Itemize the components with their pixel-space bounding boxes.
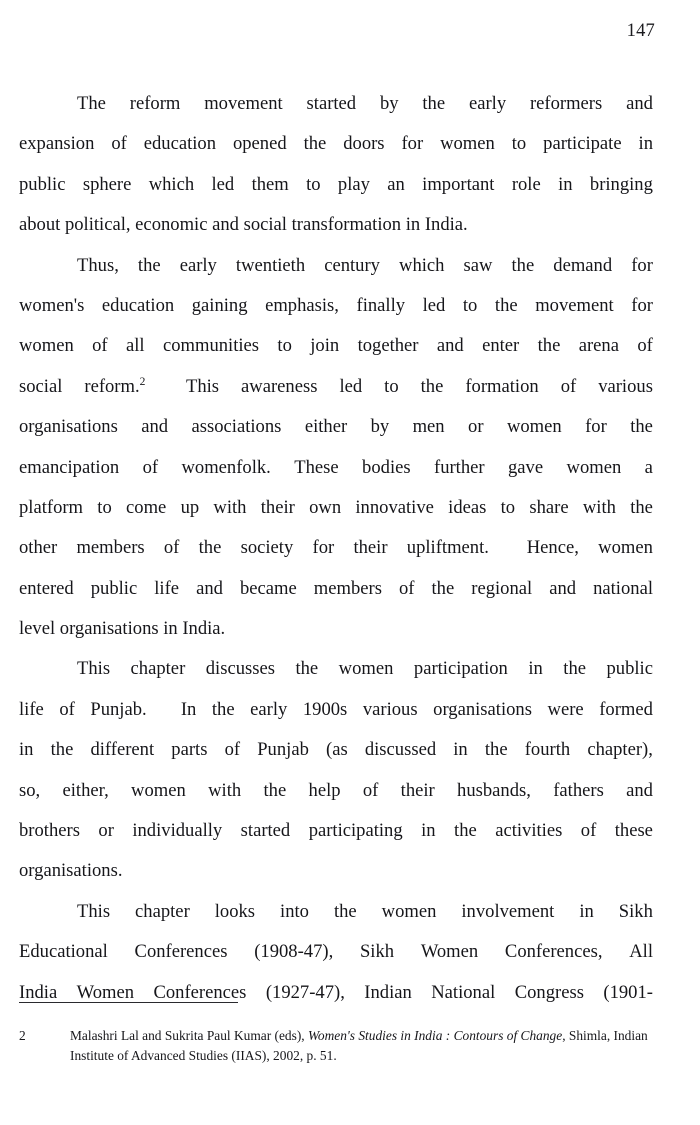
word: (1927-47), bbox=[265, 981, 345, 1003]
word: in bbox=[579, 900, 594, 922]
word: in bbox=[558, 173, 573, 195]
text-line bbox=[19, 528, 653, 568]
word: opened bbox=[232, 133, 287, 155]
word: of bbox=[398, 577, 415, 599]
word: which bbox=[399, 254, 445, 276]
word: to bbox=[500, 496, 516, 518]
word: Educational bbox=[19, 941, 108, 963]
word: come bbox=[126, 496, 167, 518]
word: and bbox=[626, 93, 653, 114]
word: These bbox=[294, 456, 339, 478]
word: brothers bbox=[19, 820, 80, 842]
word: (as bbox=[326, 739, 348, 761]
word: discussed bbox=[364, 739, 437, 761]
word: the bbox=[303, 133, 327, 155]
word: all bbox=[126, 335, 145, 357]
word: the bbox=[484, 739, 508, 761]
word: public bbox=[19, 173, 66, 195]
word: looks bbox=[214, 900, 256, 922]
footnote-text bbox=[70, 1026, 653, 1065]
word: for bbox=[631, 294, 653, 316]
text-line bbox=[19, 84, 653, 124]
word: communities bbox=[162, 335, 260, 357]
word: associations bbox=[191, 416, 282, 438]
footnote-number: 2 bbox=[19, 1028, 26, 1043]
word: the bbox=[494, 294, 518, 316]
word: enter bbox=[482, 335, 520, 357]
text-line bbox=[19, 124, 653, 164]
word: movement bbox=[204, 93, 283, 114]
text-line bbox=[19, 367, 653, 407]
word: early bbox=[250, 698, 288, 720]
word: organisations bbox=[433, 698, 532, 720]
word: became bbox=[239, 577, 297, 599]
word: or bbox=[98, 820, 114, 842]
word: innovative bbox=[355, 496, 434, 518]
word: help bbox=[308, 779, 341, 801]
word: early bbox=[468, 93, 507, 114]
text-line bbox=[19, 326, 653, 366]
word: other bbox=[19, 537, 58, 559]
word: of bbox=[560, 375, 577, 397]
word: (1901- bbox=[603, 981, 653, 1003]
word: were bbox=[547, 698, 584, 720]
word: national bbox=[593, 577, 653, 599]
word: members bbox=[313, 577, 382, 599]
word: Women bbox=[420, 941, 479, 963]
footnote-separator-rule bbox=[19, 1002, 238, 1003]
word: women bbox=[506, 416, 562, 438]
word: twentieth bbox=[235, 254, 306, 276]
word: women bbox=[381, 900, 437, 922]
word: led bbox=[422, 294, 446, 316]
word: further bbox=[434, 456, 485, 478]
text-line: organisations. bbox=[19, 860, 123, 882]
word: public bbox=[90, 577, 138, 599]
word: to bbox=[511, 133, 527, 155]
word: Sikh bbox=[618, 900, 653, 922]
word: In bbox=[162, 698, 197, 720]
word: share bbox=[529, 496, 569, 518]
word: involvement bbox=[461, 900, 555, 922]
word: participation bbox=[413, 658, 508, 680]
word: members bbox=[76, 537, 145, 559]
word: of bbox=[580, 820, 597, 842]
word: The bbox=[77, 93, 106, 114]
word: women's bbox=[19, 294, 85, 316]
word: led bbox=[339, 375, 363, 397]
word: join bbox=[310, 335, 340, 357]
text-line: about political, economic and social transformation in India. bbox=[19, 214, 468, 236]
paragraph bbox=[19, 649, 653, 891]
word: India bbox=[19, 981, 58, 1003]
word: Punjab. bbox=[90, 698, 147, 720]
word: of bbox=[111, 133, 127, 155]
word: their bbox=[400, 779, 435, 801]
word: expansion bbox=[19, 133, 95, 155]
word: arena bbox=[578, 335, 619, 357]
word: education bbox=[101, 294, 175, 316]
word: life bbox=[154, 577, 180, 599]
body-text-column bbox=[19, 84, 653, 1013]
word: in bbox=[638, 133, 653, 155]
word: saw bbox=[463, 254, 493, 276]
word: own bbox=[309, 496, 342, 518]
word: education bbox=[143, 133, 217, 155]
word: the bbox=[50, 739, 74, 761]
word: reform.$^2$ bbox=[84, 375, 146, 397]
word: women bbox=[19, 335, 74, 357]
word: activities bbox=[495, 820, 563, 842]
word: either bbox=[304, 416, 348, 438]
word: individually bbox=[132, 820, 223, 842]
word: in bbox=[453, 739, 468, 761]
word: and bbox=[549, 577, 577, 599]
word: regional bbox=[471, 577, 533, 599]
text-line bbox=[19, 730, 653, 770]
word: up bbox=[180, 496, 200, 518]
word: and bbox=[141, 416, 169, 438]
word: women bbox=[566, 456, 622, 478]
word: entered bbox=[19, 577, 74, 599]
word: sphere bbox=[82, 173, 132, 195]
text-line bbox=[19, 690, 653, 730]
word: gave bbox=[508, 456, 544, 478]
word: for bbox=[312, 537, 335, 559]
word: of bbox=[362, 779, 379, 801]
word: these bbox=[614, 820, 653, 842]
word: formed bbox=[599, 698, 653, 720]
word: or bbox=[468, 416, 484, 438]
footnote-reference-marker[interactable]: 2 bbox=[139, 375, 146, 388]
word: with bbox=[582, 496, 616, 518]
word: women bbox=[440, 133, 495, 155]
word: the bbox=[630, 416, 653, 438]
word: husbands, bbox=[457, 779, 531, 801]
word: to bbox=[97, 496, 112, 518]
text-line bbox=[19, 649, 653, 689]
word: the bbox=[431, 577, 455, 599]
word: bringing bbox=[589, 173, 653, 195]
word: discusses bbox=[205, 658, 275, 680]
word: for bbox=[585, 416, 607, 438]
text-line bbox=[19, 165, 653, 205]
word: gaining bbox=[191, 294, 248, 316]
word: role bbox=[511, 173, 541, 195]
word: Conferences, bbox=[504, 941, 603, 963]
word: to bbox=[277, 335, 292, 357]
word: in bbox=[19, 739, 34, 761]
word: various bbox=[598, 375, 653, 397]
word: public bbox=[606, 658, 653, 680]
word: with bbox=[213, 496, 247, 518]
word: womenfolk. bbox=[181, 456, 271, 478]
footnote-title-italic: Women's Studies in India : Contours of Change bbox=[308, 1028, 563, 1043]
word: the bbox=[263, 779, 287, 801]
word: their bbox=[353, 537, 388, 559]
word: chapter), bbox=[587, 739, 653, 761]
word: Sikh bbox=[359, 941, 395, 963]
text-line bbox=[19, 488, 653, 528]
word: led bbox=[211, 173, 235, 195]
footnote-text-segment: , Shimla, Indian Institute of Advanced Studies (IIAS), 2002, p. 51. bbox=[70, 1028, 648, 1063]
word: started bbox=[240, 820, 291, 842]
word: parts bbox=[171, 739, 208, 761]
word: so, bbox=[19, 779, 41, 801]
word: a bbox=[644, 456, 653, 478]
word: finally bbox=[356, 294, 406, 316]
word: Women bbox=[76, 981, 135, 1003]
word: into bbox=[280, 900, 309, 922]
word: of bbox=[224, 739, 241, 761]
word: 1900s bbox=[302, 698, 348, 720]
word: reformers bbox=[529, 93, 603, 114]
word: Hence, bbox=[508, 537, 579, 559]
word: and bbox=[196, 577, 223, 599]
word: the bbox=[422, 93, 446, 114]
word: movement bbox=[535, 294, 614, 316]
footnote-text-segment: Malashri Lal and Sukrita Paul Kumar (eds), bbox=[70, 1028, 308, 1043]
word: fathers bbox=[553, 779, 604, 801]
word: All bbox=[629, 941, 653, 963]
word: awareness bbox=[241, 375, 318, 397]
word: them bbox=[251, 173, 289, 195]
text-line bbox=[19, 246, 653, 286]
word: together bbox=[357, 335, 419, 357]
word: emphasis, bbox=[265, 294, 339, 316]
text-line bbox=[19, 407, 653, 447]
word: Thus, bbox=[77, 254, 119, 276]
word: by bbox=[379, 93, 399, 114]
word: of bbox=[637, 335, 653, 357]
word: National bbox=[431, 981, 496, 1003]
word: participating bbox=[308, 820, 403, 842]
word: and bbox=[436, 335, 464, 357]
paragraph bbox=[19, 892, 653, 1013]
word: women bbox=[598, 537, 653, 559]
word: important bbox=[422, 173, 495, 195]
word: and bbox=[626, 779, 653, 801]
word: reform bbox=[129, 93, 181, 114]
word: (1908-47), bbox=[254, 941, 334, 963]
word: fourth bbox=[524, 739, 571, 761]
word: the bbox=[333, 900, 357, 922]
word: the bbox=[420, 375, 444, 397]
word: ideas bbox=[448, 496, 487, 518]
word: the bbox=[198, 537, 222, 559]
word: bodies bbox=[362, 456, 411, 478]
word: men bbox=[412, 416, 445, 438]
text-line bbox=[19, 811, 653, 851]
word: upliftment. bbox=[406, 537, 489, 559]
word: the bbox=[537, 335, 561, 357]
word: play bbox=[337, 173, 370, 195]
word: the bbox=[137, 254, 161, 276]
word: with bbox=[208, 779, 242, 801]
word: in bbox=[421, 820, 436, 842]
word: century bbox=[324, 254, 380, 276]
word: which bbox=[148, 173, 195, 195]
word: of bbox=[142, 456, 159, 478]
word: the bbox=[211, 698, 235, 720]
word: the bbox=[295, 658, 319, 680]
word: of bbox=[92, 335, 108, 357]
word: chapter bbox=[130, 658, 186, 680]
word: different bbox=[90, 739, 155, 761]
word: the bbox=[630, 496, 653, 518]
word: formation bbox=[465, 375, 539, 397]
page-number: 147 bbox=[626, 21, 655, 41]
text-line bbox=[19, 932, 653, 972]
word: by bbox=[370, 416, 390, 438]
word: the bbox=[454, 820, 477, 842]
word: of bbox=[59, 698, 75, 720]
word: demand bbox=[553, 254, 613, 276]
word: either, bbox=[62, 779, 109, 801]
word: in bbox=[528, 658, 543, 680]
word: of bbox=[163, 537, 180, 559]
word: their bbox=[260, 496, 295, 518]
text-line bbox=[19, 569, 653, 609]
footnote bbox=[19, 1026, 653, 1065]
text-line bbox=[19, 448, 653, 488]
word: Conferences bbox=[134, 941, 228, 963]
paragraph bbox=[19, 246, 653, 650]
word: Conferences bbox=[153, 981, 247, 1003]
word: platform bbox=[19, 496, 84, 518]
word: to bbox=[306, 173, 321, 195]
text-line bbox=[19, 286, 653, 326]
word: doors bbox=[343, 133, 385, 155]
word: started bbox=[306, 93, 357, 114]
word: women bbox=[131, 779, 186, 801]
word: early bbox=[179, 254, 217, 276]
word: organisations bbox=[19, 416, 118, 438]
word: Indian bbox=[364, 981, 412, 1003]
word: to bbox=[384, 375, 399, 397]
word: This bbox=[167, 375, 220, 397]
text-line bbox=[19, 973, 653, 1013]
word: women bbox=[338, 658, 394, 680]
word: chapter bbox=[135, 900, 190, 922]
word: social bbox=[19, 375, 63, 397]
word: society bbox=[240, 537, 294, 559]
word: emancipation bbox=[19, 456, 120, 478]
word: Punjab bbox=[257, 739, 309, 761]
word: the bbox=[511, 254, 535, 276]
word: This bbox=[77, 900, 111, 922]
text-line: level organisations in India. bbox=[19, 618, 226, 640]
paragraph bbox=[19, 84, 653, 246]
word: the bbox=[563, 658, 587, 680]
word: for bbox=[631, 254, 653, 276]
word: to bbox=[462, 294, 478, 316]
text-line bbox=[19, 771, 653, 811]
word: various bbox=[362, 698, 418, 720]
text-line bbox=[19, 892, 653, 932]
word: an bbox=[387, 173, 405, 195]
word: This bbox=[77, 658, 111, 680]
word: for bbox=[401, 133, 424, 155]
word: participate bbox=[543, 133, 622, 155]
word: life bbox=[19, 698, 44, 720]
word: Congress bbox=[514, 981, 584, 1003]
